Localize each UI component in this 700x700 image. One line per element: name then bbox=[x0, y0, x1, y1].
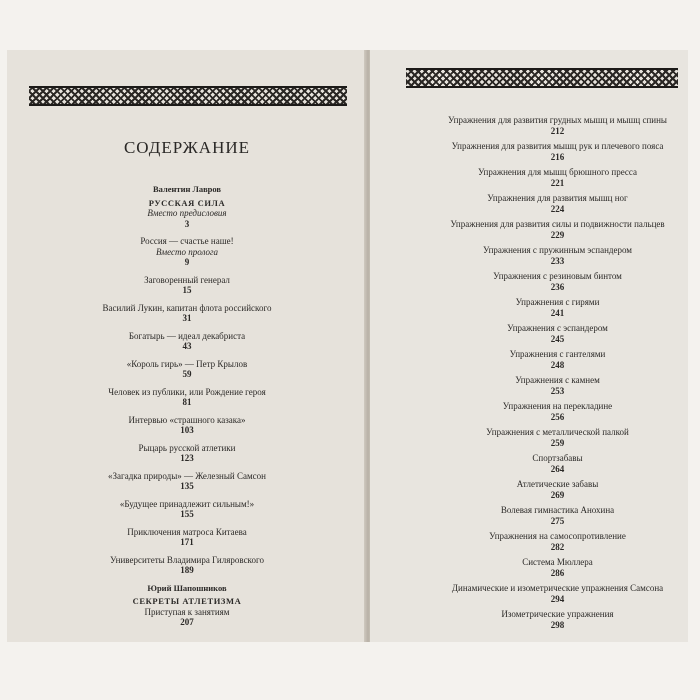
toc-entry: Изометрические упражнения bbox=[501, 609, 614, 619]
toc-entry: Упражнения с резиновым бинтом bbox=[493, 271, 622, 281]
page-number: 241 bbox=[550, 307, 565, 318]
toc-entry: Волевая гимнастика Анохина bbox=[500, 505, 615, 515]
page-number: 269 bbox=[550, 489, 565, 500]
page-number: 43 bbox=[182, 341, 192, 351]
toc-entry: Упражнения на перекладине bbox=[502, 401, 613, 411]
page-number: 31 bbox=[182, 313, 192, 323]
toc-entry: Упражнения с гирями bbox=[515, 297, 600, 307]
page-number: 275 bbox=[550, 515, 565, 526]
toc-entry: Упражнения с металлической палкой bbox=[486, 427, 629, 437]
toc-entry: Упражнения с пружинным эспандером bbox=[482, 245, 632, 255]
page-number: 9 bbox=[184, 257, 190, 267]
toc-entry: Университеты Владимира Гиляровского bbox=[110, 554, 264, 565]
page-number: 15 bbox=[182, 285, 192, 295]
toc-entry: Система Мюллера bbox=[522, 557, 593, 567]
page-number: 286 bbox=[550, 567, 565, 578]
toc-entry: Упражнения с камнем bbox=[515, 375, 600, 385]
toc-entry: Упражнения для развития мышц рук и плечевого пояса bbox=[451, 141, 664, 151]
page-number: 245 bbox=[550, 333, 565, 344]
page-number: 259 bbox=[550, 437, 565, 448]
toc-entry: Упражнения для мышц брюшного пресса bbox=[477, 167, 638, 177]
toc-entry: Заговоренный генерал bbox=[144, 274, 230, 285]
page-number: 233 bbox=[550, 255, 565, 266]
page-number: 253 bbox=[550, 385, 565, 396]
page-number: 298 bbox=[550, 619, 565, 630]
toc-entry: Атлетические забавы bbox=[516, 479, 599, 489]
page-number: 81 bbox=[182, 397, 192, 407]
toc-entry: «Загадка природы» — Железный Самсон bbox=[108, 470, 266, 481]
page-number: 282 bbox=[550, 541, 565, 552]
page-number: 189 bbox=[180, 565, 194, 575]
toc-entry: Вместо предисловия bbox=[147, 208, 227, 218]
left-page bbox=[7, 50, 367, 642]
page-number: 236 bbox=[550, 281, 565, 292]
right-page bbox=[370, 50, 688, 642]
contents-heading: СОДЕРЖАНИЕ bbox=[123, 138, 251, 157]
page-number: 229 bbox=[550, 229, 565, 240]
page-number: 207 bbox=[180, 617, 194, 627]
toc-entry: Спортзабавы bbox=[532, 453, 583, 463]
toc-entry: Вместо пролога bbox=[155, 246, 219, 257]
left-toc-list bbox=[7, 184, 367, 635]
right-toc-list bbox=[430, 115, 685, 635]
toc-entry: Богатырь — идеал декабриста bbox=[128, 330, 246, 341]
ornamental-border bbox=[406, 68, 678, 88]
page-number: 135 bbox=[180, 481, 194, 491]
page-number: 123 bbox=[180, 453, 194, 463]
toc-entry: Приключения матроса Китаева bbox=[127, 526, 247, 537]
toc-entry: Интервью «страшного казака» bbox=[128, 414, 246, 425]
page-number: 3 bbox=[184, 218, 190, 229]
page-number: 248 bbox=[550, 359, 565, 370]
page-number: 216 bbox=[550, 151, 565, 162]
toc-entry: Упражнения для развития силы и подвижности пальцев bbox=[450, 219, 665, 229]
toc-entry: Упражнения на самосопротивление bbox=[489, 531, 626, 541]
toc-entry: «Будущее принадлежит сильным!» bbox=[119, 498, 255, 509]
author-name: Юрий Шапошников bbox=[147, 582, 227, 593]
toc-entry: Человек из публики, или Рождение героя bbox=[108, 386, 266, 397]
page-number: 212 bbox=[550, 125, 565, 136]
toc-entry: Приступая к занятиям bbox=[144, 606, 230, 617]
section-title: РУССКАЯ СИЛА bbox=[148, 197, 226, 208]
toc-entry: Василий Лукин, капитан флота российского bbox=[102, 302, 272, 313]
toc-entry: Упражнения для развития грудных мышц и мышц спины bbox=[448, 115, 667, 125]
toc-entry: Россия — счастье наше! bbox=[140, 236, 234, 246]
page-number: 59 bbox=[182, 369, 192, 379]
toc-entry: Рыцарь русской атлетики bbox=[138, 442, 236, 453]
page-number: 294 bbox=[550, 593, 565, 604]
author-name: Валентин Лавров bbox=[152, 184, 222, 194]
page-number: 103 bbox=[180, 425, 194, 435]
page-number: 224 bbox=[550, 203, 565, 214]
ornamental-border bbox=[29, 86, 347, 106]
page-number: 256 bbox=[550, 411, 565, 422]
page-number: 155 bbox=[180, 509, 194, 519]
toc-entry: Упражнения для развития мышц ног bbox=[487, 193, 628, 203]
toc-entry: «Король гирь» — Петр Крылов bbox=[126, 358, 248, 369]
page-number: 221 bbox=[550, 177, 565, 188]
toc-entry: Динамические и изометрические упражнения Самсона bbox=[451, 583, 664, 593]
section-title: СЕКРЕТЫ АТЛЕТИЗМА bbox=[132, 596, 242, 606]
toc-entry: Упражнения с эспандером bbox=[507, 323, 608, 333]
page-number: 264 bbox=[550, 463, 565, 474]
toc-entry: Упражнения с гантелями bbox=[509, 349, 606, 359]
page-number: 171 bbox=[180, 537, 194, 547]
